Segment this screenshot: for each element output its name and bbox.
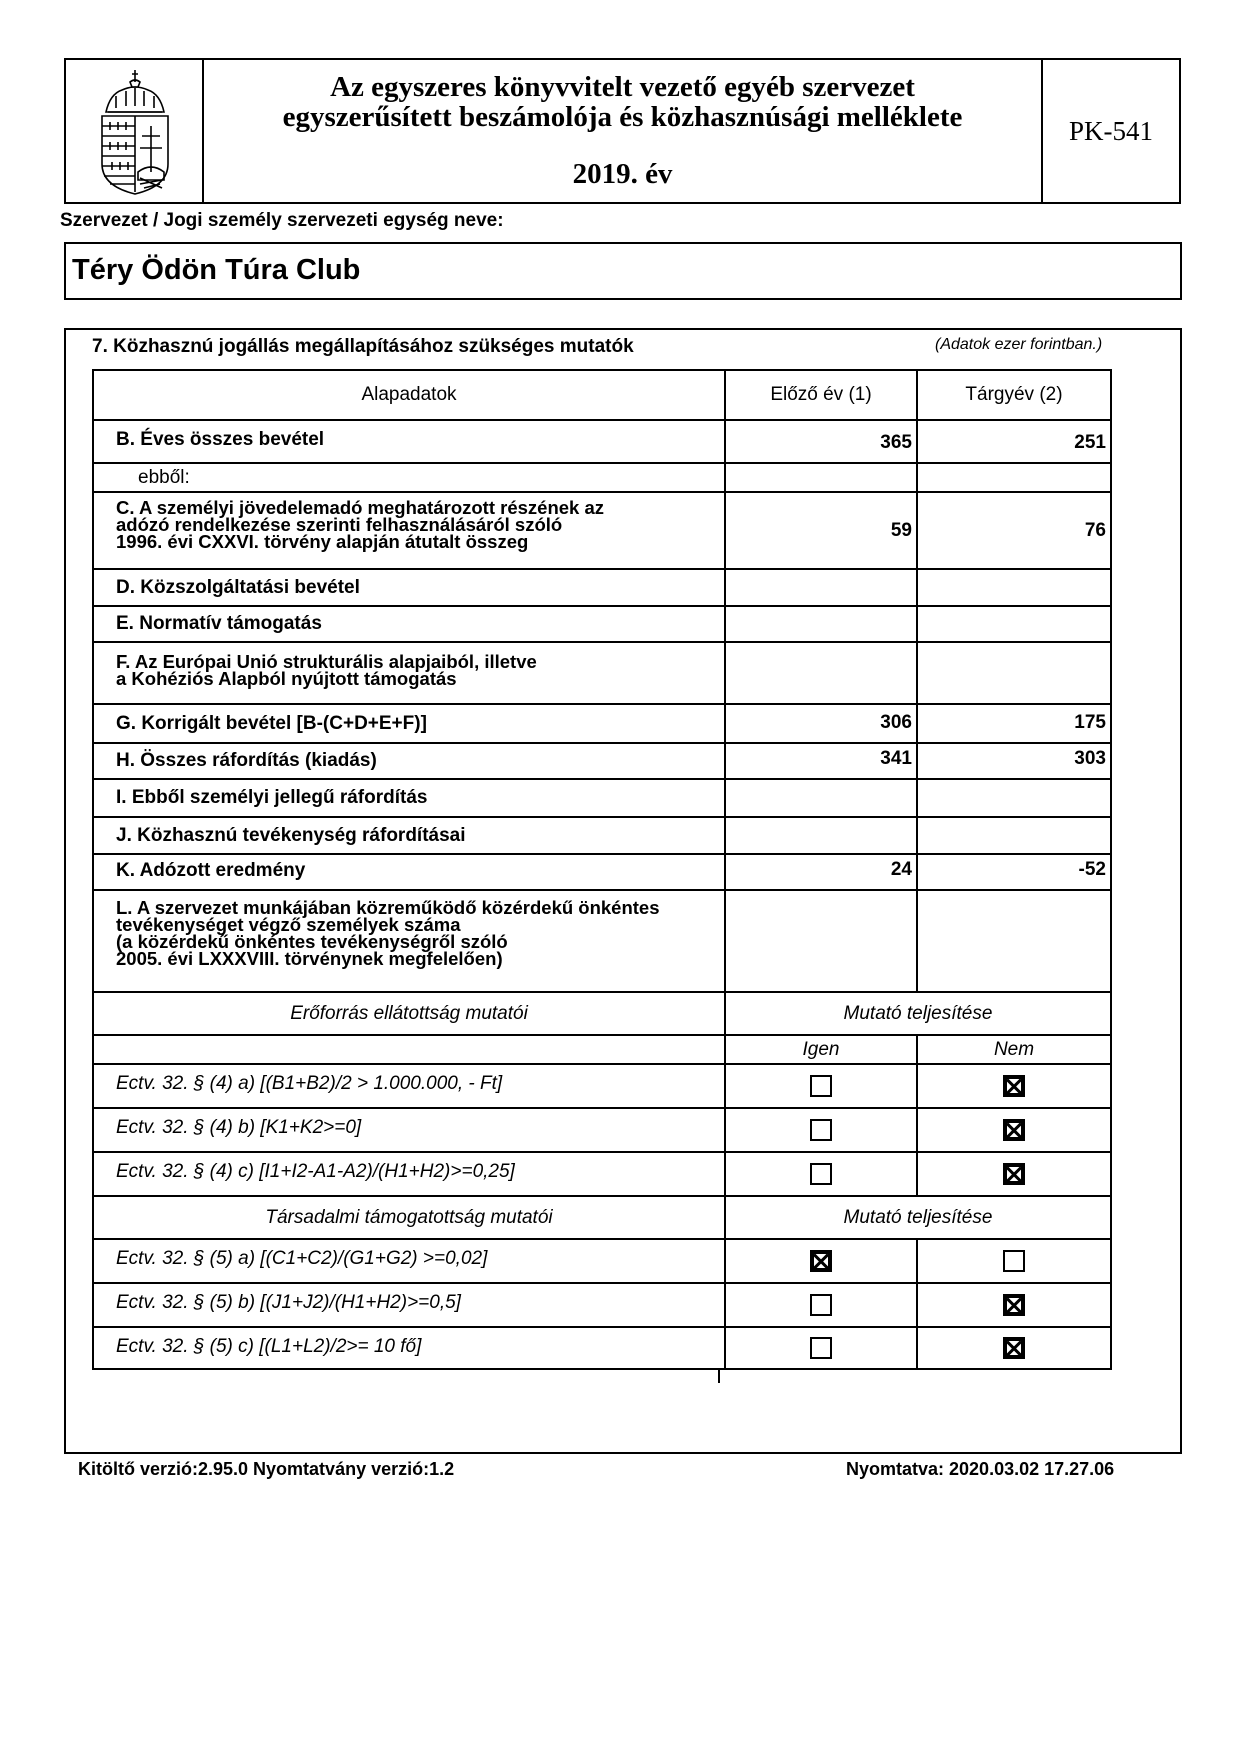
row-label: J. Közhasznú tevékenység ráfordításai [93, 817, 725, 854]
table-row [93, 854, 1111, 890]
yes-cell [725, 1152, 917, 1196]
column-header-yes: Igen [725, 1035, 917, 1064]
indicator-fulfilment-heading: Mutató teljesítése [725, 1196, 1111, 1239]
no-cell [917, 1327, 1111, 1369]
indicator-fulfilment-heading: Mutató teljesítése [725, 992, 1111, 1035]
footer-printed: Nyomtatva: 2020.03.02 17.27.06 [846, 1459, 1115, 1479]
section-unit-note: (Adatok ezer forintban.) [935, 336, 1103, 353]
row-label-line: adózó rendelkezése szerinti felhasználásáról szóló [116, 514, 563, 535]
indicator-row [93, 1152, 1111, 1196]
column-header-base-data: Alapadatok [93, 370, 725, 420]
value-previous-year[interactable] [725, 890, 917, 992]
form-code: PK-541 [1041, 60, 1179, 202]
table-row [93, 492, 1111, 569]
row-label-line: a Kohéziós Alapból nyújtott támogatás [116, 668, 457, 689]
column-header-current-year: Tárgyév (2) [917, 370, 1111, 420]
row-label-line: tevékenységet végző személyek száma [116, 914, 461, 935]
table-row [93, 704, 1111, 743]
value-current-year[interactable] [917, 642, 1111, 704]
coat-of-arms-icon [66, 60, 204, 202]
row-label: D. Közszolgáltatási bevétel [93, 569, 725, 606]
value-current-year[interactable]: 251 [917, 420, 1111, 463]
table-row [93, 606, 1111, 642]
indicator-row [93, 1283, 1111, 1327]
indicator-label: Ectv. 32. § (4) b) [K1+K2>=0] [93, 1108, 725, 1152]
organization-label: Szervezet / Jogi személy szervezeti egység neve: [60, 210, 504, 231]
table-row [93, 642, 1111, 704]
table-header-row [93, 370, 1111, 420]
row-label: H. Összes ráfordítás (kiadás) [93, 743, 725, 779]
value-previous-year[interactable] [725, 817, 917, 854]
value-previous-year[interactable] [725, 642, 917, 704]
social-indicators-heading: Társadalmi támogatottság mutatói [93, 1196, 725, 1239]
no-checkbox[interactable] [1003, 1075, 1025, 1097]
table-row [93, 569, 1111, 606]
column-header-previous-year: Előző év (1) [725, 370, 917, 420]
table-row [93, 420, 1111, 463]
row-label [93, 890, 725, 992]
indicator-row [93, 1108, 1111, 1152]
indicator-label: Ectv. 32. § (5) c) [(L1+L2)/2>= 10 fő] [93, 1327, 725, 1369]
yes-cell [725, 1064, 917, 1108]
form-header [64, 58, 1181, 204]
resource-header-row [93, 992, 1111, 1035]
organization-name: Téry Ödön Túra Club [72, 254, 361, 286]
table-row [93, 890, 1111, 992]
emblem-cell [66, 60, 204, 202]
value-current-year[interactable] [917, 569, 1111, 606]
form-year: 2019. év [572, 158, 673, 190]
value-previous-year[interactable]: 365 [725, 420, 917, 463]
row-label: ebből: [93, 463, 725, 492]
yes-cell [725, 1327, 917, 1369]
row-label: E. Normatív támogatás [93, 606, 725, 642]
column-header-no: Nem [917, 1035, 1111, 1064]
form-title-line1: Az egyszeres könyvvitelt vezető egyéb szervezet [330, 71, 915, 103]
yes-checkbox[interactable] [810, 1250, 832, 1272]
form-title-line2: egyszerűsített beszámolója és közhasznúsági melléklete [282, 101, 963, 133]
value-previous-year[interactable] [725, 569, 917, 606]
no-cell [917, 1283, 1111, 1327]
row-label-line: L. A szervezet munkájában közreműködő közérdekű önkéntes [116, 897, 660, 918]
indicator-table [92, 369, 1112, 1370]
no-checkbox[interactable] [1003, 1119, 1025, 1141]
value-previous-year[interactable] [725, 606, 917, 642]
row-label-line: (a közérdekű önkéntes tevékenységről szóló [116, 931, 508, 952]
value-previous-year[interactable]: 341 [725, 743, 917, 779]
table-row [93, 463, 1111, 492]
value-current-year[interactable]: -52 [917, 854, 1111, 890]
yes-checkbox[interactable] [810, 1294, 832, 1316]
value-current-year[interactable] [917, 463, 1111, 492]
row-label-line: F. Az Európai Unió strukturális alapjaiból, illetve [116, 651, 537, 672]
table-row [93, 743, 1111, 779]
indicator-row [93, 1327, 1111, 1369]
row-label-line: C. A személyi jövedelemadó meghatározott részének az [116, 497, 605, 518]
yes-cell [725, 1283, 917, 1327]
row-label [93, 642, 725, 704]
yes-cell [725, 1108, 917, 1152]
resource-indicators-heading: Erőforrás ellátottság mutatói [93, 992, 725, 1035]
value-previous-year[interactable]: 306 [725, 704, 917, 743]
no-cell [917, 1064, 1111, 1108]
yes-no-header-row [93, 1035, 1111, 1064]
table-divider-stub [718, 1369, 720, 1383]
row-label-line: 2005. évi LXXXVIII. törvénynek megfelelően) [116, 948, 503, 969]
value-previous-year[interactable] [725, 463, 917, 492]
section-title: 7. Közhasznú jogállás megállapításához szükséges mutatók [92, 336, 634, 357]
value-current-year[interactable] [917, 606, 1111, 642]
value-current-year[interactable]: 303 [917, 743, 1111, 779]
no-checkbox[interactable] [1003, 1294, 1025, 1316]
row-label [93, 492, 725, 569]
footer-version: Kitöltő verzió:2.95.0 Nyomtatvány verzió:1.2 [78, 1459, 455, 1479]
indicator-row [93, 1239, 1111, 1283]
row-label-line: 1996. évi CXXVI. törvény alapján átutalt összeg [116, 531, 529, 552]
form-title [206, 72, 1039, 132]
organization-name-field[interactable] [64, 242, 1182, 300]
no-cell [917, 1108, 1111, 1152]
value-current-year[interactable]: 175 [917, 704, 1111, 743]
yes-checkbox[interactable] [810, 1075, 832, 1097]
row-label: I. Ebből személyi jellegű ráfordítás [93, 779, 725, 817]
row-label: B. Éves összes bevétel [93, 420, 725, 463]
table-row [93, 779, 1111, 817]
indicator-label: Ectv. 32. § (4) a) [(B1+B2)/2 > 1.000.000, - Ft] [93, 1064, 725, 1108]
row-label: K. Adózott eredmény [93, 854, 725, 890]
indicator-label: Ectv. 32. § (5) b) [(J1+J2)/(H1+H2)>=0,5] [93, 1283, 725, 1327]
value-previous-year[interactable]: 59 [725, 492, 917, 569]
yes-cell [725, 1239, 917, 1283]
no-cell [917, 1152, 1111, 1196]
value-previous-year[interactable] [725, 779, 917, 817]
indicator-row [93, 1064, 1111, 1108]
row-label: G. Korrigált bevétel [B-(C+D+E+F)] [93, 704, 725, 743]
social-header-row [93, 1196, 1111, 1239]
value-current-year[interactable] [917, 779, 1111, 817]
value-current-year[interactable] [917, 890, 1111, 992]
indicator-label: Ectv. 32. § (4) c) [I1+I2-A1-A2)/(H1+H2)>=0,25] [93, 1152, 725, 1196]
field-border [1180, 244, 1182, 298]
empty-cell [93, 1035, 725, 1064]
yes-checkbox[interactable] [810, 1163, 832, 1185]
indicator-label: Ectv. 32. § (5) a) [(C1+C2)/(G1+G2) >=0,02] [93, 1239, 725, 1283]
no-checkbox[interactable] [1003, 1163, 1025, 1185]
no-cell [917, 1239, 1111, 1283]
value-previous-year[interactable]: 24 [725, 854, 917, 890]
no-checkbox[interactable] [1003, 1337, 1025, 1359]
no-checkbox[interactable] [1003, 1250, 1025, 1272]
value-current-year[interactable]: 76 [917, 492, 1111, 569]
table-row [93, 817, 1111, 854]
yes-checkbox[interactable] [810, 1119, 832, 1141]
yes-checkbox[interactable] [810, 1337, 832, 1359]
value-current-year[interactable] [917, 817, 1111, 854]
